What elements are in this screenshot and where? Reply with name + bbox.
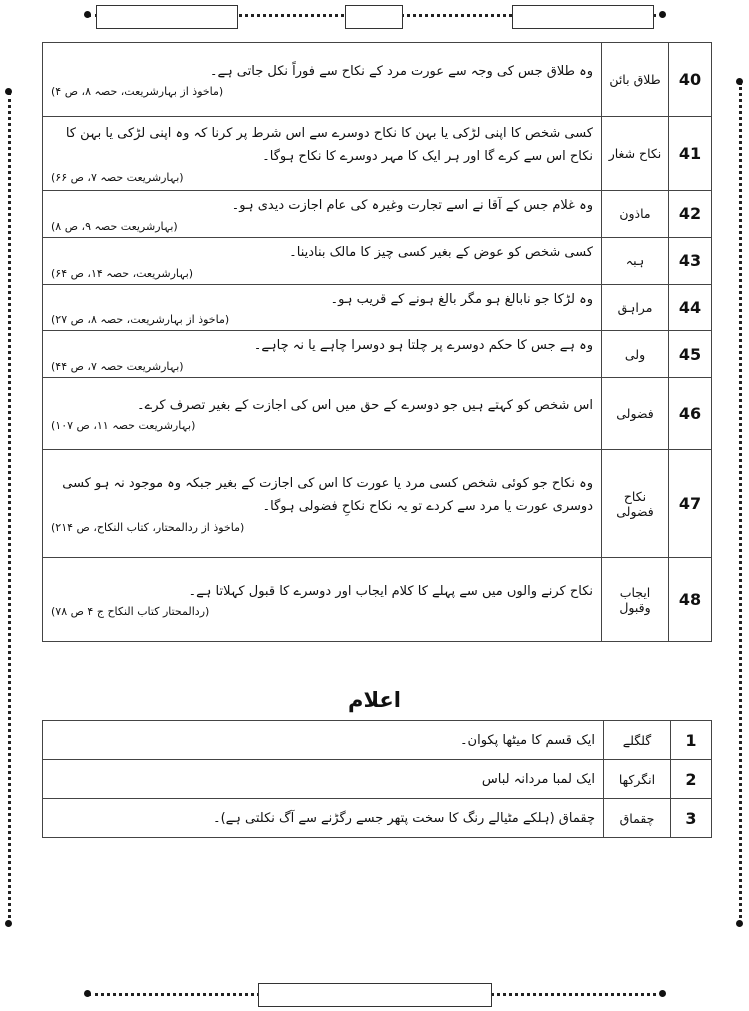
definition-cell (43, 237, 602, 284)
table-row (43, 760, 712, 799)
section-title: اعلام (348, 688, 401, 712)
table-row (43, 558, 712, 642)
term: ایجاب وقبول (602, 558, 669, 642)
row-number: 42 (669, 191, 712, 238)
header-box-center (345, 5, 403, 29)
table-row (43, 799, 712, 838)
row-number: 3 (671, 799, 712, 838)
row-number: 41 (669, 117, 712, 191)
term: ہبہ (602, 237, 669, 284)
reference: (بہارشریعت حصہ ۱۱، ص ۱۰۷) (51, 419, 196, 433)
definition-text: چقماق (ہلکے مٹیالے رنگ کا سخت پتھر جسے رگڑنے سے آگ نکلتی ہے)۔ (43, 799, 604, 838)
table-row (43, 450, 712, 558)
row-number: 40 (669, 43, 712, 117)
row-number: 44 (669, 284, 712, 331)
row-number: 1 (671, 721, 712, 760)
table-row (43, 117, 712, 191)
table-row (43, 284, 712, 331)
reference: (بہارشریعت، حصہ ۱۴، ص ۶۴) (51, 266, 194, 280)
term: ماذون (602, 191, 669, 238)
names-table (42, 720, 712, 838)
definition-text: کسی شخص کو عوض کے بغیر کسی چیز کا مالک بنادینا۔ (289, 244, 593, 260)
definition-text: نکاح کرنے والوں میں سے پہلے کا کلام ایجاب اور دوسرے کا قبول کہلاتا ہے۔ (188, 583, 593, 599)
row-number: 47 (669, 450, 712, 558)
reference: (ماخوذ از بہارشریعت، حصہ ۸، ص ۴) (51, 85, 224, 99)
definition-cell (43, 117, 602, 191)
definition-cell (43, 378, 602, 450)
term: گلگلے (604, 721, 671, 760)
definitions-table (42, 42, 712, 642)
term: نکاح فضولی (602, 450, 669, 558)
definition-text: ایک لمبا مردانہ لباس (43, 760, 604, 799)
row-number: 2 (671, 760, 712, 799)
reference: (ماخوذ از ردالمحتار، کتاب النکاح، ص ۲۱۴) (51, 520, 245, 534)
term: نکاح شغار (602, 117, 669, 191)
footer-box (258, 983, 492, 1007)
header-box-right (512, 5, 654, 29)
table-row (43, 331, 712, 378)
definition-text: اس شخص کو کہتے ہیں جو دوسرے کے حق میں اس کی اجازت کے بغیر تصرف کرے۔ (136, 397, 593, 413)
row-number: 43 (669, 237, 712, 284)
definition-text: ایک قسم کا میٹھا پکوان۔ (43, 721, 604, 760)
definition-text: وہ غلام جس کے آقا نے اسے تجارت وغیرہ کی عام اجازت دیدی ہو۔ (231, 198, 593, 213)
term: مراہق (602, 284, 669, 331)
definition-cell (43, 331, 602, 378)
reference: (بہارشریعت حصہ ۹، ص ۸) (51, 219, 178, 233)
definition-cell (43, 43, 602, 117)
term: طلاق بائن (602, 43, 669, 117)
definition-cell (43, 450, 602, 558)
table-row (43, 378, 712, 450)
reference: (بہارشریعت حصہ ۷، ص ۶۶) (51, 170, 184, 184)
table-row (43, 43, 712, 117)
definition-text: وہ طلاق جس کی وجہ سے عورت مرد کے نکاح سے فوراً نکل جاتی ہے۔ (209, 63, 593, 79)
table-row (43, 191, 712, 238)
row-number: 48 (669, 558, 712, 642)
definition-cell (43, 284, 602, 331)
table-row (43, 237, 712, 284)
definition-text: وہ نکاح جو کوئی شخص کسی مرد یا عورت کا اس کی اجازت کے بغیر جبکہ وہ موجود نہ ہو کسی دوسری عورت یا مرد سے کردے تو یہ نکاح نکاحِ فضولی ہوگا۔ (62, 476, 593, 514)
header-box-left (96, 5, 238, 29)
definition-cell (43, 558, 602, 642)
term: ولی (602, 331, 669, 378)
definition-cell (43, 191, 602, 238)
table-row (43, 721, 712, 760)
term: انگرکھا (604, 760, 671, 799)
definition-text: کسی شخص کا اپنی لڑکی یا بہن کا نکاح دوسرے سے اس شرط پر کرنا کہ وہ اپنی لڑکی یا بہن کا نکاح اس سے کرے گا اور ہر ایک کا مہر دوسرے کا نکاح ہوگا۔ (65, 126, 593, 164)
row-number: 45 (669, 331, 712, 378)
term: چقماق (604, 799, 671, 838)
definition-text: وہ لڑکا جو نابالغ ہو مگر بالغ ہونے کے قریب ہو۔ (330, 291, 593, 307)
reference: (ماخوذ از بہارشریعت، حصہ ۸، ص ۲۷) (51, 313, 230, 327)
reference: (بہارشریعت حصہ ۷، ص ۴۴) (51, 360, 184, 373)
term: فضولی (602, 378, 669, 450)
row-number: 46 (669, 378, 712, 450)
definition-text: وہ ہے جس کا حکم دوسرے پر چلتا ہو دوسرا چاہے یا نہ چاہے۔ (253, 338, 593, 354)
reference: (ردالمحتار کتاب النکاح ج ۴ ص ۷۸) (51, 605, 210, 619)
